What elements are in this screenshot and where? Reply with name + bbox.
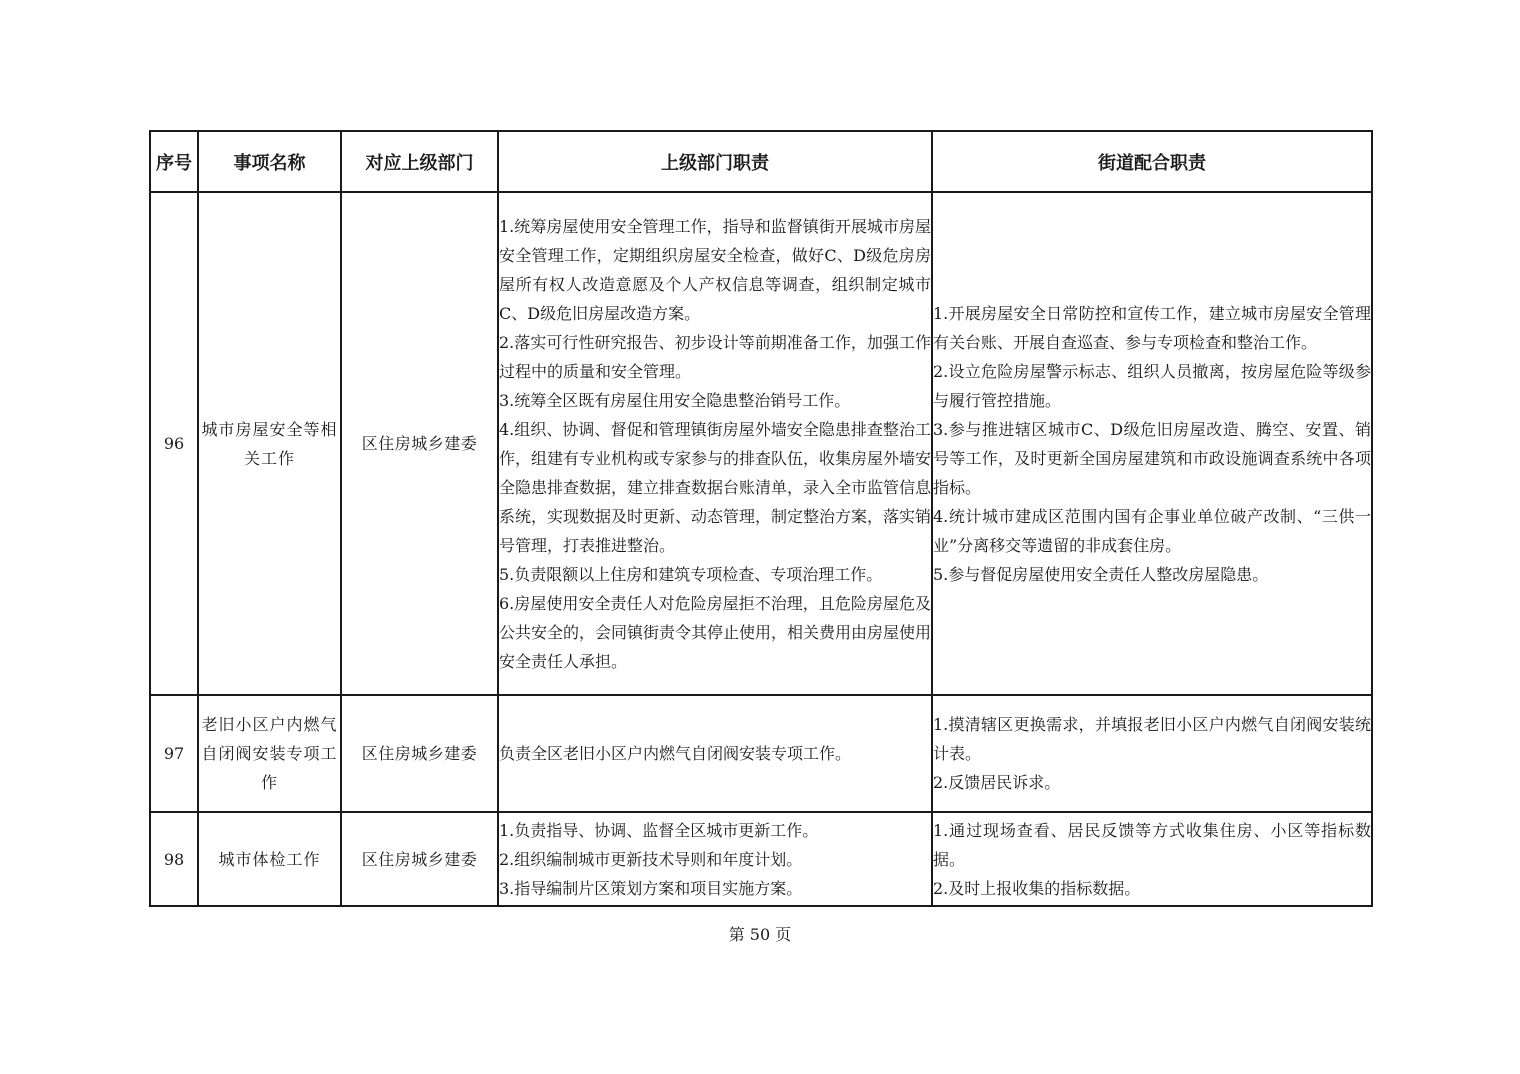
table-row bbox=[150, 192, 1372, 695]
header-item-name: 事项名称 bbox=[198, 131, 341, 192]
duty-item: 1.开展房屋安全日常防控和宣传工作，建立城市房屋安全管理有关台账、开展自查巡查、参与专项检查和整治工作。 bbox=[933, 303, 1371, 352]
duty-item: 3.参与推进辖区城市C、D级危旧房屋改造、腾空、安置、销号等工作，及时更新全国房屋建筑和市政设施调查系统中各项指标。 bbox=[933, 419, 1371, 497]
row-index: 97 bbox=[150, 695, 198, 812]
page-number: 第 50 页 bbox=[728, 925, 792, 944]
header-index: 序号 bbox=[150, 131, 198, 192]
duty-item: 1.摸清辖区更换需求，并填报老旧小区户内燃气自闭阀安装统计表。 bbox=[933, 715, 1371, 763]
header-street-duties: 街道配合职责 bbox=[932, 131, 1372, 192]
row-item-name: 老旧小区户内燃气自闭阀安装专项工作 bbox=[198, 695, 341, 812]
row-street-duties bbox=[932, 695, 1372, 812]
row-upper-duties bbox=[498, 812, 932, 906]
row-street-duties bbox=[932, 192, 1372, 695]
duty-item: 1.统筹房屋使用安全管理工作，指导和监督镇街开展城市房屋安全管理工作，定期组织房屋安全检查，做好C、D级危房房屋所有权人改造意愿及个人产权信息等调查，组织制定城市C、D级危旧房屋改造方案。 bbox=[499, 216, 931, 323]
duty-item: 2.落实可行性研究报告、初步设计等前期准备工作，加强工作过程中的质量和安全管理。 bbox=[499, 332, 931, 381]
duty-item: 3.指导编制片区策划方案和项目实施方案。 bbox=[499, 878, 803, 898]
table-row bbox=[150, 695, 1372, 812]
duty-item: 1.负责指导、协调、监督全区城市更新工作。 bbox=[499, 820, 819, 840]
row-department: 区住房城乡建委 bbox=[341, 695, 498, 812]
duty-item: 2.设立危险房屋警示标志、组织人员撤离，按房屋危险等级参与履行管控措施。 bbox=[933, 361, 1371, 410]
duty-item: 5.参与督促房屋使用安全责任人整改房屋隐患。 bbox=[933, 564, 1269, 584]
row-item-name: 城市体检工作 bbox=[198, 812, 341, 906]
duty-item: 2.反馈居民诉求。 bbox=[933, 773, 1061, 792]
row-index: 96 bbox=[150, 192, 198, 695]
duties-table bbox=[149, 130, 1373, 907]
table-header-row bbox=[150, 131, 1372, 192]
row-street-duties bbox=[932, 812, 1372, 906]
duty-item: 4.组织、协调、督促和管理镇街房屋外墙安全隐患排查整治工作，组建有专业机构或专家参与的排查队伍，收集房屋外墙安全隐患排查数据，建立排查数据台账清单，录入全市监管信息系统，实现数据及时更新、动态管理，制定整治方案，落实销号管理，打表推进整治。 bbox=[499, 419, 932, 555]
duty-item: 2.及时上报收集的指标数据。 bbox=[933, 878, 1141, 898]
duty-item: 3.统筹全区既有房屋住用安全隐患整治销号工作。 bbox=[499, 390, 851, 410]
row-item-name: 城市房屋安全等相关工作 bbox=[198, 192, 341, 695]
header-department: 对应上级部门 bbox=[341, 131, 498, 192]
duty-item: 2.组织编制城市更新技术导则和年度计划。 bbox=[499, 849, 803, 869]
row-upper-duties bbox=[498, 695, 932, 812]
duty-item: 1.通过现场查看、居民反馈等方式收集住房、小区等指标数据。 bbox=[933, 820, 1371, 869]
header-upper-duties: 上级部门职责 bbox=[498, 131, 932, 192]
row-index: 98 bbox=[150, 812, 198, 906]
duty-item: 负责全区老旧小区户内燃气自闭阀安装专项工作。 bbox=[499, 744, 852, 763]
duty-item: 4.统计城市建成区范围内国有企事业单位破产改制、“三供一业”分离移交等遗留的非成套住房。 bbox=[933, 506, 1371, 555]
row-upper-duties bbox=[498, 192, 932, 695]
duty-item: 5.负责限额以上住房和建筑专项检查、专项治理工作。 bbox=[499, 564, 883, 584]
table-row bbox=[150, 812, 1372, 906]
duty-item: 6.房屋使用安全责任人对危险房屋拒不治理，且危险房屋危及公共安全的，会同镇街责令其停止使用，相关费用由房屋使用安全责任人承担。 bbox=[499, 593, 932, 671]
row-department: 区住房城乡建委 bbox=[341, 192, 498, 695]
row-department: 区住房城乡建委 bbox=[341, 812, 498, 906]
